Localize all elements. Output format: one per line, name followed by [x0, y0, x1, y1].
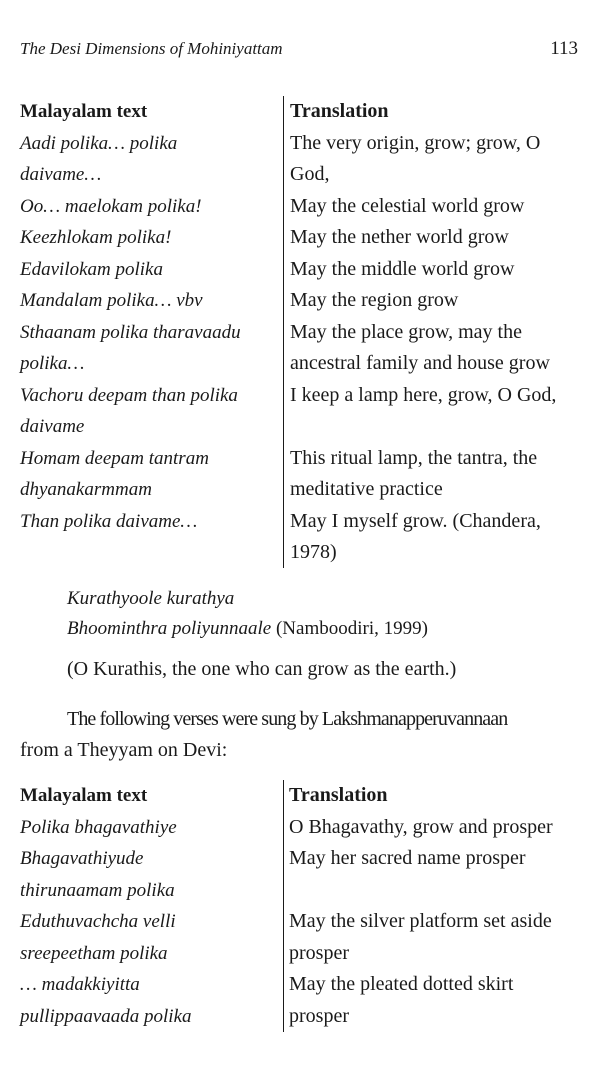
malayalam-cell	[20, 506, 282, 569]
table-row	[20, 317, 590, 380]
cell-line: polika…	[20, 353, 85, 374]
table-row	[20, 969, 590, 1032]
cell-line: 1978)	[290, 541, 337, 563]
translation-cell	[290, 380, 590, 443]
cell-line: prosper	[289, 941, 349, 964]
table-header-row	[20, 96, 590, 128]
cell-line: Aadi polika… polika	[20, 132, 178, 154]
cell-line: May the middle world grow	[290, 257, 515, 280]
malayalam-cell	[20, 317, 282, 380]
cell-line: pullippaavaada polika	[20, 1005, 192, 1027]
table-row	[20, 222, 590, 254]
cell-line: prosper	[289, 1004, 349, 1027]
table-row	[20, 380, 590, 443]
malayalam-cell	[20, 443, 282, 506]
column-divider	[283, 780, 284, 1032]
cell-line: meditative practice	[290, 478, 443, 500]
cell-line: Vachoru deepam than polika	[20, 384, 238, 406]
malayalam-cell	[20, 906, 282, 969]
malayalam-cell	[20, 254, 282, 286]
cell-line	[289, 875, 589, 907]
translation-cell	[290, 222, 590, 254]
running-head	[20, 38, 578, 60]
malayalam-cell	[20, 969, 282, 1032]
page-number: 113	[550, 38, 578, 59]
cell-line: I keep a lamp here, grow, O God,	[290, 383, 557, 406]
cell-line: May the silver platform set aside	[289, 910, 552, 932]
translation-cell	[289, 812, 589, 844]
verse-citation: (Namboodiri, 1999)	[275, 618, 428, 639]
table-row	[20, 812, 590, 844]
cell-line: May the celestial world grow	[290, 194, 525, 217]
body-paragraph	[20, 704, 590, 766]
cell-line: Edavilokam polika	[20, 258, 163, 280]
table-row	[20, 443, 590, 506]
verse-table-1	[20, 96, 590, 569]
cell-line: May the region grow	[290, 289, 459, 311]
cell-line: May the pleated dotted skirt	[289, 973, 514, 995]
running-head-title: The Desi Dimensions of Mohiniyattam	[20, 39, 283, 58]
cell-line	[290, 411, 590, 443]
malayalam-cell	[20, 285, 282, 317]
table-row	[20, 906, 590, 969]
translation-cell	[290, 254, 590, 286]
translation-column-header: Translation	[290, 100, 389, 122]
verse-line: Kurathyoole kurathya	[67, 588, 235, 609]
translation-cell	[290, 285, 590, 317]
cell-line: Sthaanam polika tharavaadu	[20, 321, 241, 343]
cell-line: God,	[290, 163, 330, 185]
translation-cell	[290, 128, 590, 191]
table-row	[20, 843, 590, 906]
cell-line: sreepeetham polika	[20, 942, 168, 964]
cell-line	[20, 537, 282, 569]
cell-line: May the nether world grow	[290, 226, 509, 248]
table-row	[20, 254, 590, 286]
cell-line: This ritual lamp, the tantra, the	[290, 446, 538, 469]
cell-line: … madakkiyitta	[20, 974, 140, 995]
malayalam-cell	[20, 380, 282, 443]
translation-cell	[289, 906, 589, 969]
translation-cell	[290, 317, 590, 380]
cell-line: dhyanakarmmam	[20, 479, 152, 500]
cell-line: thirunaamam polika	[20, 879, 175, 901]
paragraph-line: The following verses were sung by Lakshmanapperuvannaan	[67, 708, 508, 730]
malayalam-cell	[20, 128, 282, 191]
cell-line: ancestral family and house grow	[290, 352, 550, 374]
cell-line: O Bhagavathy, grow and prosper	[289, 815, 553, 838]
table-row	[20, 191, 590, 223]
table-header-row	[20, 780, 590, 812]
cell-line: Polika bhagavathiye	[20, 816, 177, 838]
malayalam-cell	[20, 191, 282, 223]
verse-line	[67, 614, 428, 644]
cell-line: May her sacred name prosper	[289, 847, 526, 869]
malayalam-column-header: Malayalam text	[20, 101, 148, 122]
cell-line: Mandalam polika… vbv	[20, 290, 203, 311]
paragraph-line: from a Theyyam on Devi:	[20, 739, 228, 761]
cell-line: Keezhlokam polika!	[20, 227, 172, 248]
cell-line: Oo… maelokam polika!	[20, 195, 202, 217]
translation-cell	[290, 443, 590, 506]
malayalam-cell	[20, 812, 282, 844]
verse-line-text: Bhoominthra poliyunnaale	[67, 618, 272, 639]
cell-line: Than polika daivame…	[20, 510, 198, 532]
translation-cell	[290, 506, 590, 569]
malayalam-cell	[20, 843, 282, 906]
translation-column-header: Translation	[289, 784, 388, 806]
cell-line: The very origin, grow; grow, O	[290, 131, 541, 154]
cell-line: May I myself grow. (Chandera,	[290, 509, 541, 532]
table-row	[20, 285, 590, 317]
column-divider	[283, 96, 284, 568]
verse-gloss: (O Kurathis, the one who can grow as the earth.)	[67, 658, 457, 680]
malayalam-cell	[20, 222, 282, 254]
translation-cell	[289, 843, 589, 906]
cell-line: daivame…	[20, 164, 102, 185]
cell-line: May the place grow, may the	[290, 320, 522, 343]
verse-table-2	[20, 780, 590, 1032]
cell-line: Eduthuvachcha velli	[20, 911, 176, 932]
cell-line: Bhagavathiyude	[20, 848, 144, 869]
cell-line: daivame	[20, 416, 85, 437]
table-row	[20, 128, 590, 191]
quoted-verse	[67, 584, 428, 644]
cell-line: Homam deepam tantram	[20, 447, 209, 469]
table-row	[20, 506, 590, 569]
translation-cell	[290, 191, 590, 223]
malayalam-column-header: Malayalam text	[20, 785, 148, 806]
translation-cell	[289, 969, 589, 1032]
